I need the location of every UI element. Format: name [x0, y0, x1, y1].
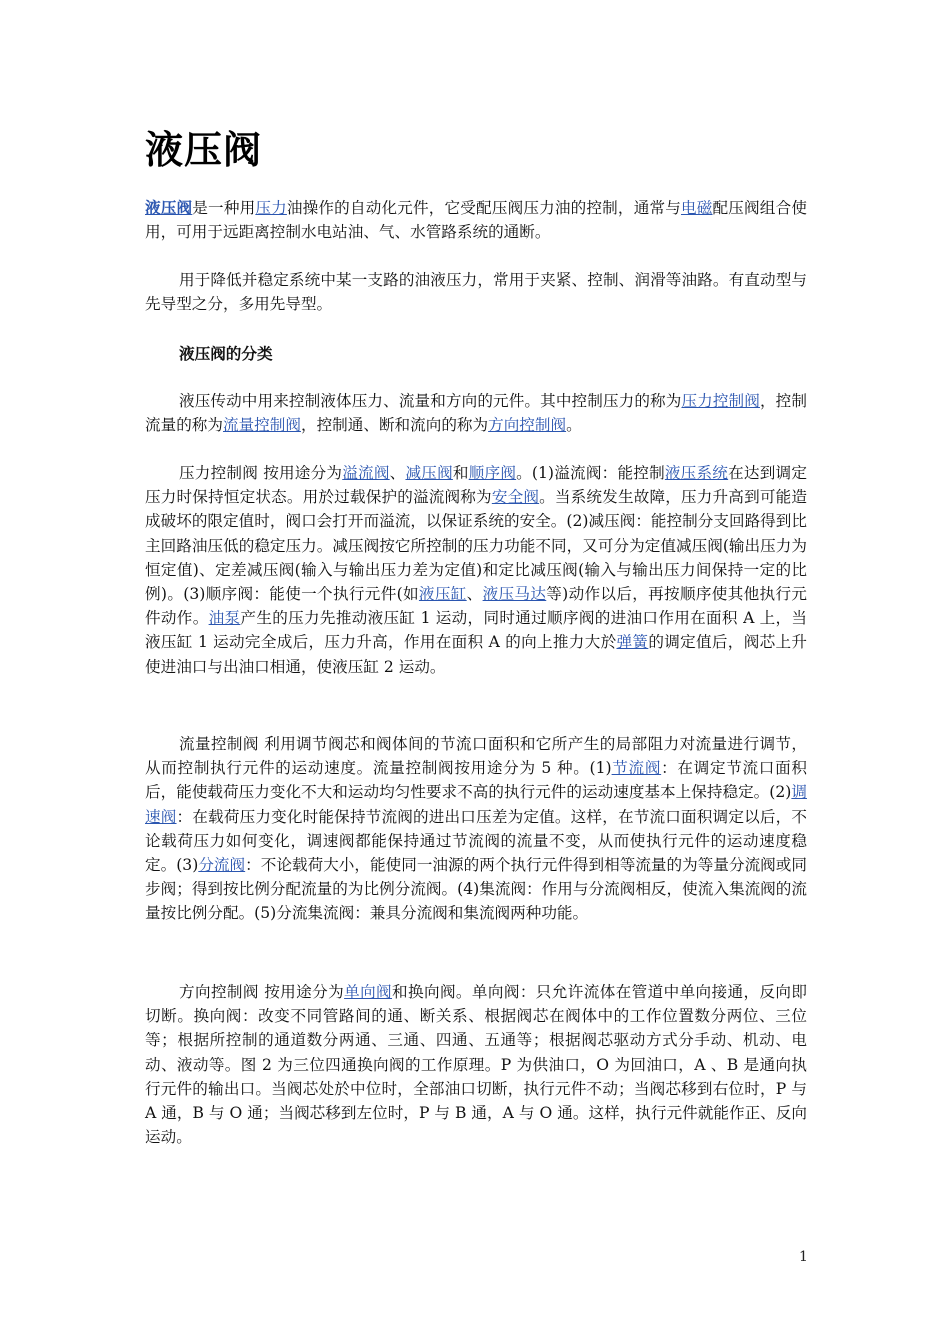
- text: ：在载荷压力变化时能保持节流阀的进出口压差为定值。这样，在节流口面积调定以后，不论载荷压力如何变化，调速阀都能保持通过节流阀的流量不变，从而使执行元件的运动速度稳定。(3): [145, 807, 807, 875]
- link-check-valve[interactable]: 单向阀: [344, 983, 393, 1001]
- text: 液压传动中用来控制液体压力、流量和方向的元件。其中控制压力的称为: [179, 392, 682, 410]
- link-flow-control-valve[interactable]: 流量控制阀: [222, 416, 301, 435]
- text: 配压阀组合使用，可用于远距离控制水电站油、气、水管路系统的通断。: [145, 199, 807, 242]
- link-oil-pump[interactable]: 油泵: [208, 609, 241, 628]
- text: 、: [389, 464, 406, 482]
- section-heading: 液压阀的分类: [179, 344, 273, 363]
- pressure-reduce-paragraph: 用于降低并稳定系统中某一支路的油液压力，常用于夹紧、控制、润滑等油路。有直动型与先导型之分，多用先导型。: [145, 271, 807, 314]
- text: 和: [452, 464, 469, 482]
- page-number: 1: [799, 1249, 808, 1265]
- link-hydraulic-valve[interactable]: 液压阀: [145, 198, 193, 217]
- link-hydraulic-cylinder[interactable]: 液压缸: [418, 585, 467, 604]
- link-hydraulic-motor[interactable]: 液压马达: [482, 585, 547, 604]
- link-direction-control-valve[interactable]: 方向控制阀: [488, 416, 567, 435]
- text: 产生的压力先推动液压缸 1 运动，同时通过顺序阀的进油口作用在面积 A 上，当液压缸 1 运动完全成后，压力升高，作用在面积 A 的向上推力大於: [145, 609, 807, 652]
- page-title: 液压阀: [145, 127, 263, 172]
- link-hydraulic-system[interactable]: 液压系统: [664, 464, 729, 482]
- text: 流量控制阀 利用调节阀芯和阀体间的节流口面积和它所产生的局部阻力对流量进行调节，从而控制执行元件的运动速度。流量控制阀按用途分为 5 种。(1): [145, 735, 807, 778]
- link-divider-valve[interactable]: 分流阀: [198, 856, 246, 875]
- text: 。当系统发生故障，压力升高到可能造成破坏的限定值时，阀口会打开而溢流，以保证系统的安全。(2)减压阀：能控制分支回路得到比主回路油压低的稳定压力。减压阀按它所控制的压力功能不同，又可分为定值减压阀(输出压力为恒定值)、定差减压阀(输入与输出压力差为定值)和定比减压阀(输入与输出压力间保持一定的比例)。(3)顺序阀：能使一个执行元件(如: [145, 488, 807, 604]
- link-throttle-valve[interactable]: 节流阀: [611, 759, 662, 778]
- link-electromagnetic[interactable]: 电磁: [680, 199, 713, 217]
- text: ：在调定节流口面积后，能使载荷压力变化不大和运动均匀性要求不高的执行元件的运动速度基本上保持稳定。(2): [145, 759, 807, 802]
- flow-control-paragraph: [145, 732, 807, 926]
- link-speed-control-valve[interactable]: 调速阀: [145, 783, 807, 826]
- text: 油操作的自动化元件，它受配压阀压力油的控制，通常与: [286, 199, 681, 217]
- text: 等)动作以后，再按顺序使其他执行元件动作。: [145, 585, 807, 628]
- link-sequence-valve[interactable]: 顺序阀: [468, 464, 517, 482]
- text: 。(1)溢流阀：能控制: [516, 464, 665, 482]
- text: 是一种用: [192, 199, 256, 217]
- text: 在达到调定压力时保持恒定状态。用於过载保护的溢流阀称为: [145, 464, 807, 507]
- link-pressure[interactable]: 压力: [255, 199, 287, 217]
- text: ：不论载荷大小，能使同一油源的两个执行元件得到相等流量的为等量分流阀或同步阀；得到按比例分配流量的为比例分流阀。(4)集流阀：作用与分流阀相反，使流入集流阀的流量按比例分配。(5)分流集流阀：兼具分流阀和集流阀两种功能。: [145, 856, 807, 923]
- intro-paragraph: [145, 196, 807, 244]
- link-spring[interactable]: 弹簧: [616, 633, 649, 652]
- link-pressure-control-valve[interactable]: 压力控制阀: [681, 392, 760, 410]
- text: 和换向阀。单向阀：只允许流体在管道中单向接通，反向即切断。换向阀：改变不同管路间的通、断关系、根据阀芯在阀体中的工作位置数分两位、三位等；根据所控制的通道数分两通、三通、四通、五通等；根据阀芯驱动方式分手动、机动、电动、液动等。图 2 为三位四通换向阀的工作原理。P 为供油口，O 为回油口，A 、B 是通向执行元件的输出口。当阀芯处於中位时，全部油口切断，执行元件不动；当阀芯移到右位时，P 与 A 通，B 与 O 通；当阀芯移到左位时，P 与 B 通，A 与 O 通。这样，执行元件就能作正、反向运动。: [145, 983, 807, 1147]
- text: 。: [566, 416, 582, 435]
- link-relief-valve[interactable]: 溢流阀: [342, 464, 390, 482]
- text: ，控制流量的称为: [145, 392, 807, 435]
- classification-paragraph: [145, 389, 807, 437]
- text: 压力控制阀 按用途分为: [179, 464, 343, 482]
- direction-control-paragraph: [145, 980, 807, 1149]
- text: 方向控制阀 按用途分为: [179, 983, 345, 1001]
- link-reducing-valve[interactable]: 减压阀: [405, 464, 453, 482]
- text: ，控制通、断和流向的称为: [300, 416, 489, 435]
- pressure-control-paragraph: [145, 461, 807, 679]
- text: 、: [466, 585, 483, 604]
- link-safety-valve[interactable]: 安全阀: [491, 488, 540, 507]
- text: 的调定值后，阀芯上升使进油口与出油口相通，使液压缸 2 运动。: [145, 633, 807, 676]
